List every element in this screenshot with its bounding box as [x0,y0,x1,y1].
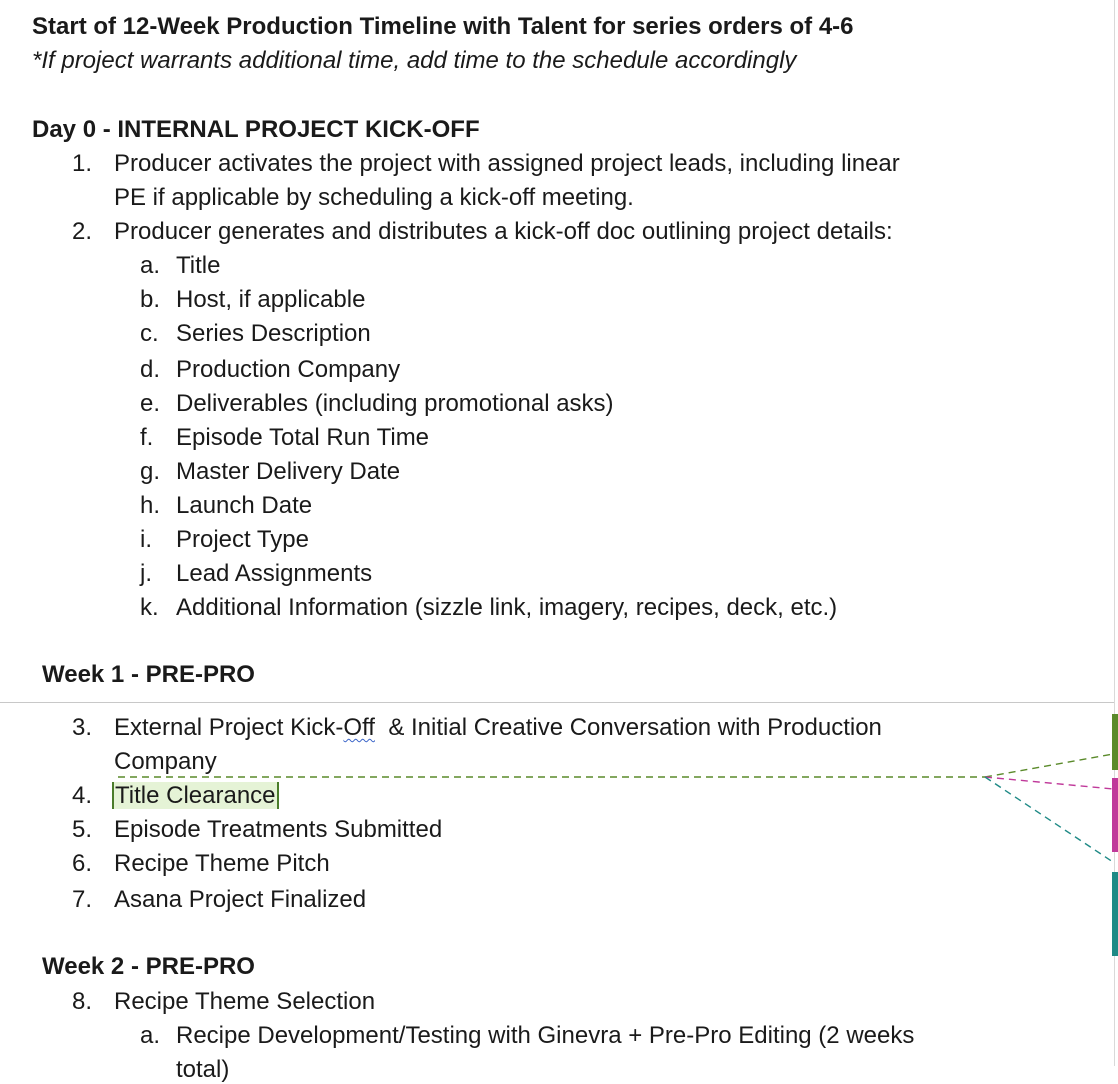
sublist-letter: k. [140,594,159,621]
sublist-item-text: Host, if applicable [176,286,366,313]
list-number: 1. [71,150,92,177]
sublist-letter: e. [140,390,161,417]
sublist-item-text: Lead Assignments [176,560,373,587]
document-note: *If project warrants additional time, add time to the schedule accordingly [32,47,797,74]
sublist-item-text: Additional Information (sizzle link, imagery, recipes, deck, etc.) [176,594,838,621]
list-item-text: External Project Kick-Off & Initial Creative Conversation with Production [114,714,882,741]
list-number: 2. [71,218,92,245]
section-heading-day0: Day 0 - INTERNAL PROJECT KICK-OFF [32,116,480,143]
sublist-letter: h. [140,492,161,519]
list-item-text: PE if applicable by scheduling a kick-off meeting. [114,184,634,211]
section-heading-week1: Week 1 - PRE-PRO [42,661,255,688]
comment-marker-green[interactable] [1112,714,1118,770]
comment-connector-green [985,754,1113,777]
sublist-item-text: Series Description [176,320,371,347]
sublist-item-text: Recipe Development/Testing with Ginevra + Pre-Pro Editing (2 weeks [176,1022,915,1049]
comment-highlight[interactable]: Title Clearance [112,782,279,809]
sublist-item-text: Production Company [176,356,401,383]
list-number: 8. [71,988,92,1015]
sublist-letter: f. [140,424,154,451]
sublist-letter: a. [140,252,161,279]
comment-marker-teal[interactable] [1112,872,1118,956]
list-number: 7. [71,886,92,913]
document-title: Start of 12-Week Production Timeline with Talent for series orders of 4-6 [32,13,854,40]
list-item-text: Company [114,748,217,775]
sublist-item-text: Project Type [176,526,309,553]
sublist-letter: g. [140,458,161,485]
sublist-item-text: Master Delivery Date [176,458,401,485]
list-item-text: Producer generates and distributes a kick-off doc outlining project details: [114,218,893,245]
sublist-item-text: total) [176,1056,230,1083]
list-item-text: Recipe Theme Pitch [114,850,330,877]
list-number: 5. [71,816,92,843]
sublist-item-text: Episode Total Run Time [176,424,430,451]
comment-connector-magenta [985,777,1113,789]
sublist-item-text: Title [176,252,221,279]
list-item-text: Episode Treatments Submitted [114,816,443,843]
comment-marker-magenta[interactable] [1112,778,1118,852]
list-number: 6. [71,850,92,877]
list-number: 3. [71,714,92,741]
sublist-letter: j. [140,560,152,587]
section-heading-week2: Week 2 - PRE-PRO [42,953,255,980]
sublist-item-text: Deliverables (including promotional asks) [176,390,614,417]
sublist-letter: a. [140,1022,161,1049]
comment-connector-teal [985,777,1113,862]
list-number: 4. [71,782,92,809]
sublist-letter: d. [140,356,161,383]
sublist-item-text: Launch Date [176,492,313,519]
page-break [0,702,1114,703]
commented-text[interactable] [112,782,279,810]
list-item-text: Asana Project Finalized [114,886,367,913]
sublist-letter: c. [140,320,159,347]
spelling-flag[interactable]: Off [343,714,375,741]
list-item-text: Recipe Theme Selection [114,988,376,1015]
sublist-letter: b. [140,286,161,313]
list-item-text: Producer activates the project with assigned project leads, including linear [114,150,900,177]
sublist-letter: i. [140,526,152,553]
